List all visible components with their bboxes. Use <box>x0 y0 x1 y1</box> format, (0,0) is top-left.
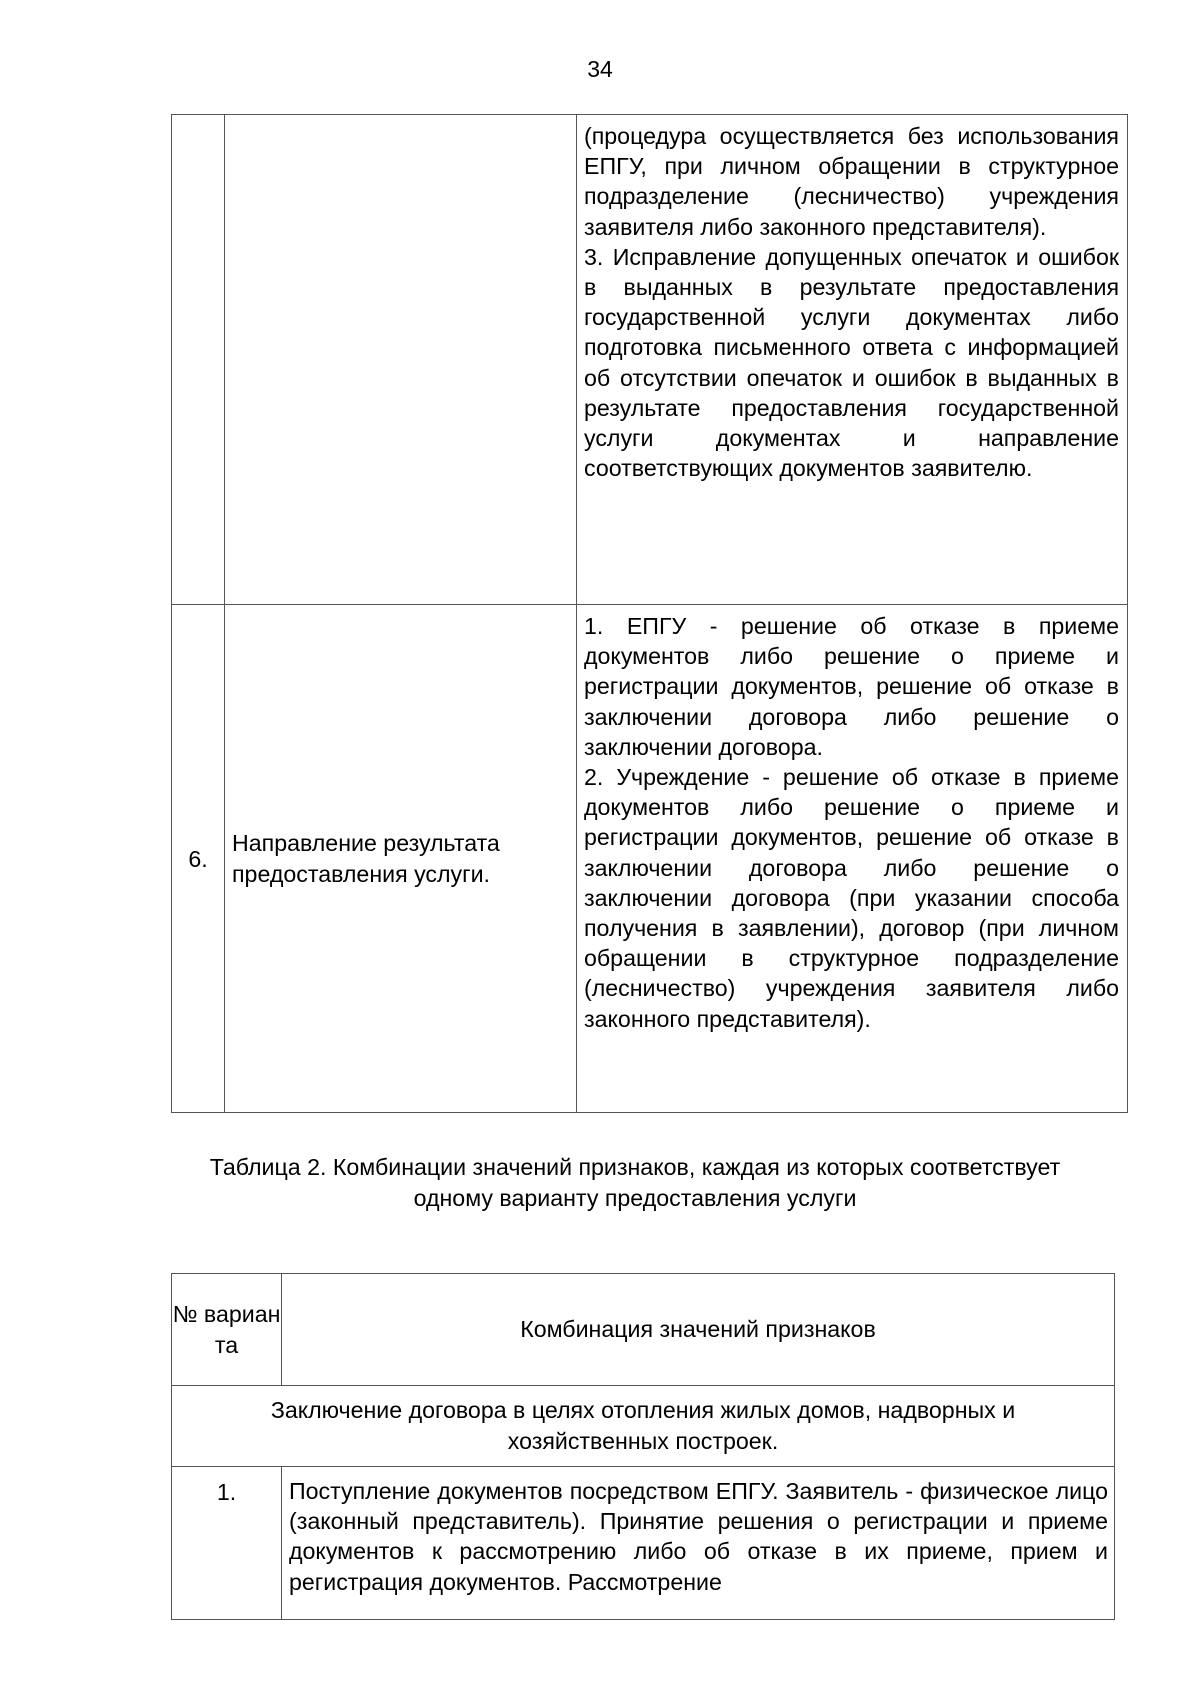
table-row <box>172 1467 1115 1620</box>
variants-table <box>171 1273 1115 1620</box>
section-title: Заключение договора в целях отопления жилых домов, надворных и хозяйственных построек. <box>172 1386 1115 1467</box>
variant-number-cell: 1. <box>172 1467 282 1620</box>
row-name-cell: Направление результата предоставления услуги. <box>225 605 577 1113</box>
description-paragraph: 1. ЕПГУ - решение об отказе в приеме документов либо решение о приеме и регистрации документов, решение об отказе в заключении договора либо решение о заключении договора. <box>584 613 1119 760</box>
row-description-cell <box>577 605 1128 1113</box>
description-paragraph: 3. Исправление допущенных опечаток и ошибок в выданных в результате предоставления государственной услуги документах либо подготовка письменного ответа с информацией об отсутствии опечаток и ошибок в выданных в результате предоставления государственной услуги документах и направление соответствующих документов заявителю. <box>584 243 1119 482</box>
variant-text: Поступление документов посредством ЕПГУ. Заявитель - физическое лицо (законный представитель). Принятие решения о регистрации и приеме документов к рассмотрению либо об отказе в их приеме, прием и регистрация документов. Рассмотрение <box>289 1478 1108 1595</box>
row-name-cell <box>225 115 577 605</box>
header-variant-number: № вариан та <box>172 1274 282 1386</box>
section-row <box>172 1386 1115 1467</box>
table-header-row <box>172 1274 1115 1386</box>
header-combination: Комбинация значений признаков <box>282 1274 1115 1386</box>
variant-text-cell <box>282 1467 1115 1620</box>
row-number-cell <box>172 115 225 605</box>
procedure-table <box>171 114 1128 1113</box>
table-caption: Таблица 2. Комбинации значений признаков, каждая из которых соответствует одному варианту предоставления услуги <box>209 1154 1061 1211</box>
row-number-cell: 6. <box>172 605 225 1113</box>
table-row <box>172 605 1128 1113</box>
description-paragraph: 2. Учреждение - решение об отказе в приеме документов либо решение о приеме и регистрации документов, решение об отказе в заключении договора либо решение о заключении договора (при указании способа получения в заявлении), договор (при личном обращении в структурное подразделение (лесничество) учреждения заявителя либо законного представителя). <box>584 764 1119 1032</box>
description-paragraph: (процедура осуществляется без использования ЕПГУ, при личном обращении в структурное подразделение (лесничество) учреждения заявителя либо законного представителя). <box>584 123 1119 240</box>
table-row <box>172 115 1128 605</box>
row-description-cell <box>577 115 1128 605</box>
page-number: 34 <box>587 56 613 82</box>
